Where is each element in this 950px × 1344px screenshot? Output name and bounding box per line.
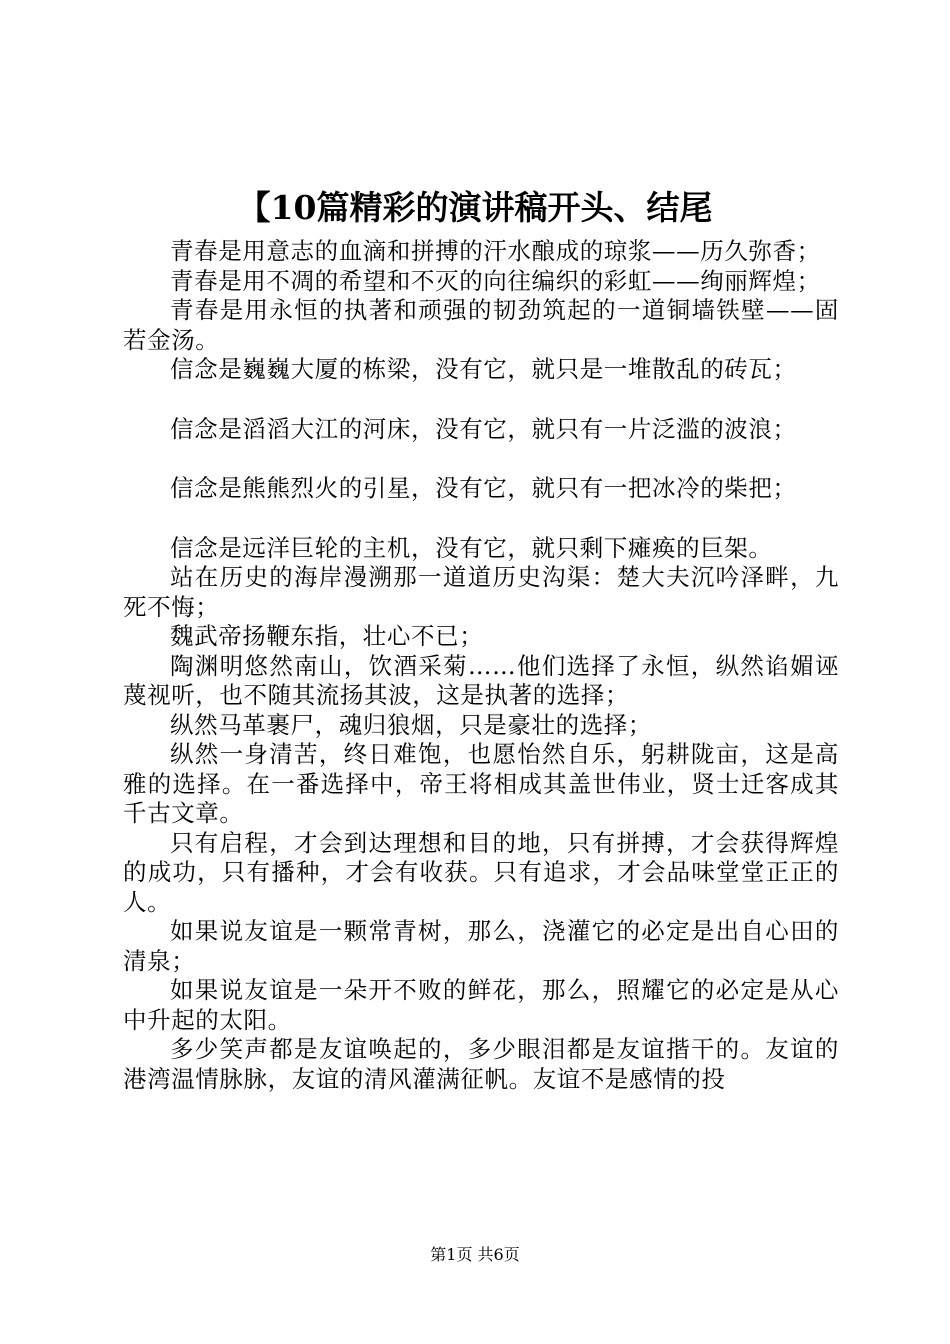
paragraph: 如果说友谊是一颗常青树，那么，浇灌它的必定是出自心田的清泉； bbox=[123, 917, 839, 975]
paragraph: 青春是用意志的血滴和拼搏的汗水酿成的琼浆——历久弥香； bbox=[170, 237, 821, 265]
paragraph: 信念是熊熊烈火的引星，没有它，就只有一把冰冷的柴把； bbox=[170, 474, 797, 502]
paragraph: 青春是用永恒的执著和顽强的韧劲筑起的一道铜墙铁壁——固若金汤。 bbox=[123, 296, 839, 354]
paragraph: 青春是用不凋的希望和不灭的向往编织的彩虹——绚丽辉煌； bbox=[170, 266, 821, 295]
document-body bbox=[123, 237, 839, 1094]
paragraph: 站在历史的海岸漫溯那一道道历史沟渠：楚大夫沉吟泽畔，九死不悔； bbox=[123, 563, 839, 621]
paragraph: 陶渊明悠然南山，饮酒采菊……他们选择了永恒，纵然谄媚诬蔑视听，也不随其流扬其波，这是执著的选择； bbox=[123, 651, 839, 709]
paragraph: 魏武帝扬鞭东指，壮心不已； bbox=[170, 622, 484, 650]
paragraph: 多少笑声都是友谊唤起的，多少眼泪都是友谊揩干的。友谊的港湾温情脉脉，友谊的清风灌满征帆。友谊不是感情的投 bbox=[123, 1035, 839, 1093]
paragraph: 如果说友谊是一朵开不败的鲜花，那么，照耀它的必定是从心中升起的太阳。 bbox=[123, 976, 839, 1034]
paragraph: 信念是滔滔大江的河床，没有它，就只有一片泛滥的波浪； bbox=[170, 414, 797, 443]
paragraph: 纵然一身清苦，终日难饱，也愿怡然自乐，躬耕陇亩，这是高雅的选择。在一番选择中，帝王将相成其盖世伟业，贤士迁客成其千古文章。 bbox=[123, 740, 839, 827]
paragraph: 纵然马革裹尸，魂归狼烟，只是豪壮的选择； bbox=[170, 710, 652, 739]
paragraph: 只有启程，才会到达理想和目的地，只有拼搏，才会获得辉煌的成功，只有播种，才会有收获。只有追求，才会品味堂堂正正的人。 bbox=[123, 828, 839, 916]
page-number-footer: 第1页 共6页 bbox=[430, 1245, 520, 1264]
paragraph: 信念是远洋巨轮的主机，没有它，就只剩下瘫痪的巨架。 bbox=[170, 533, 773, 562]
paragraph: 信念是巍巍大厦的栋梁，没有它，就只是一堆散乱的砖瓦； bbox=[170, 355, 797, 383]
page-title: 【10篇精彩的演讲稿开头、结尾 bbox=[237, 188, 713, 227]
